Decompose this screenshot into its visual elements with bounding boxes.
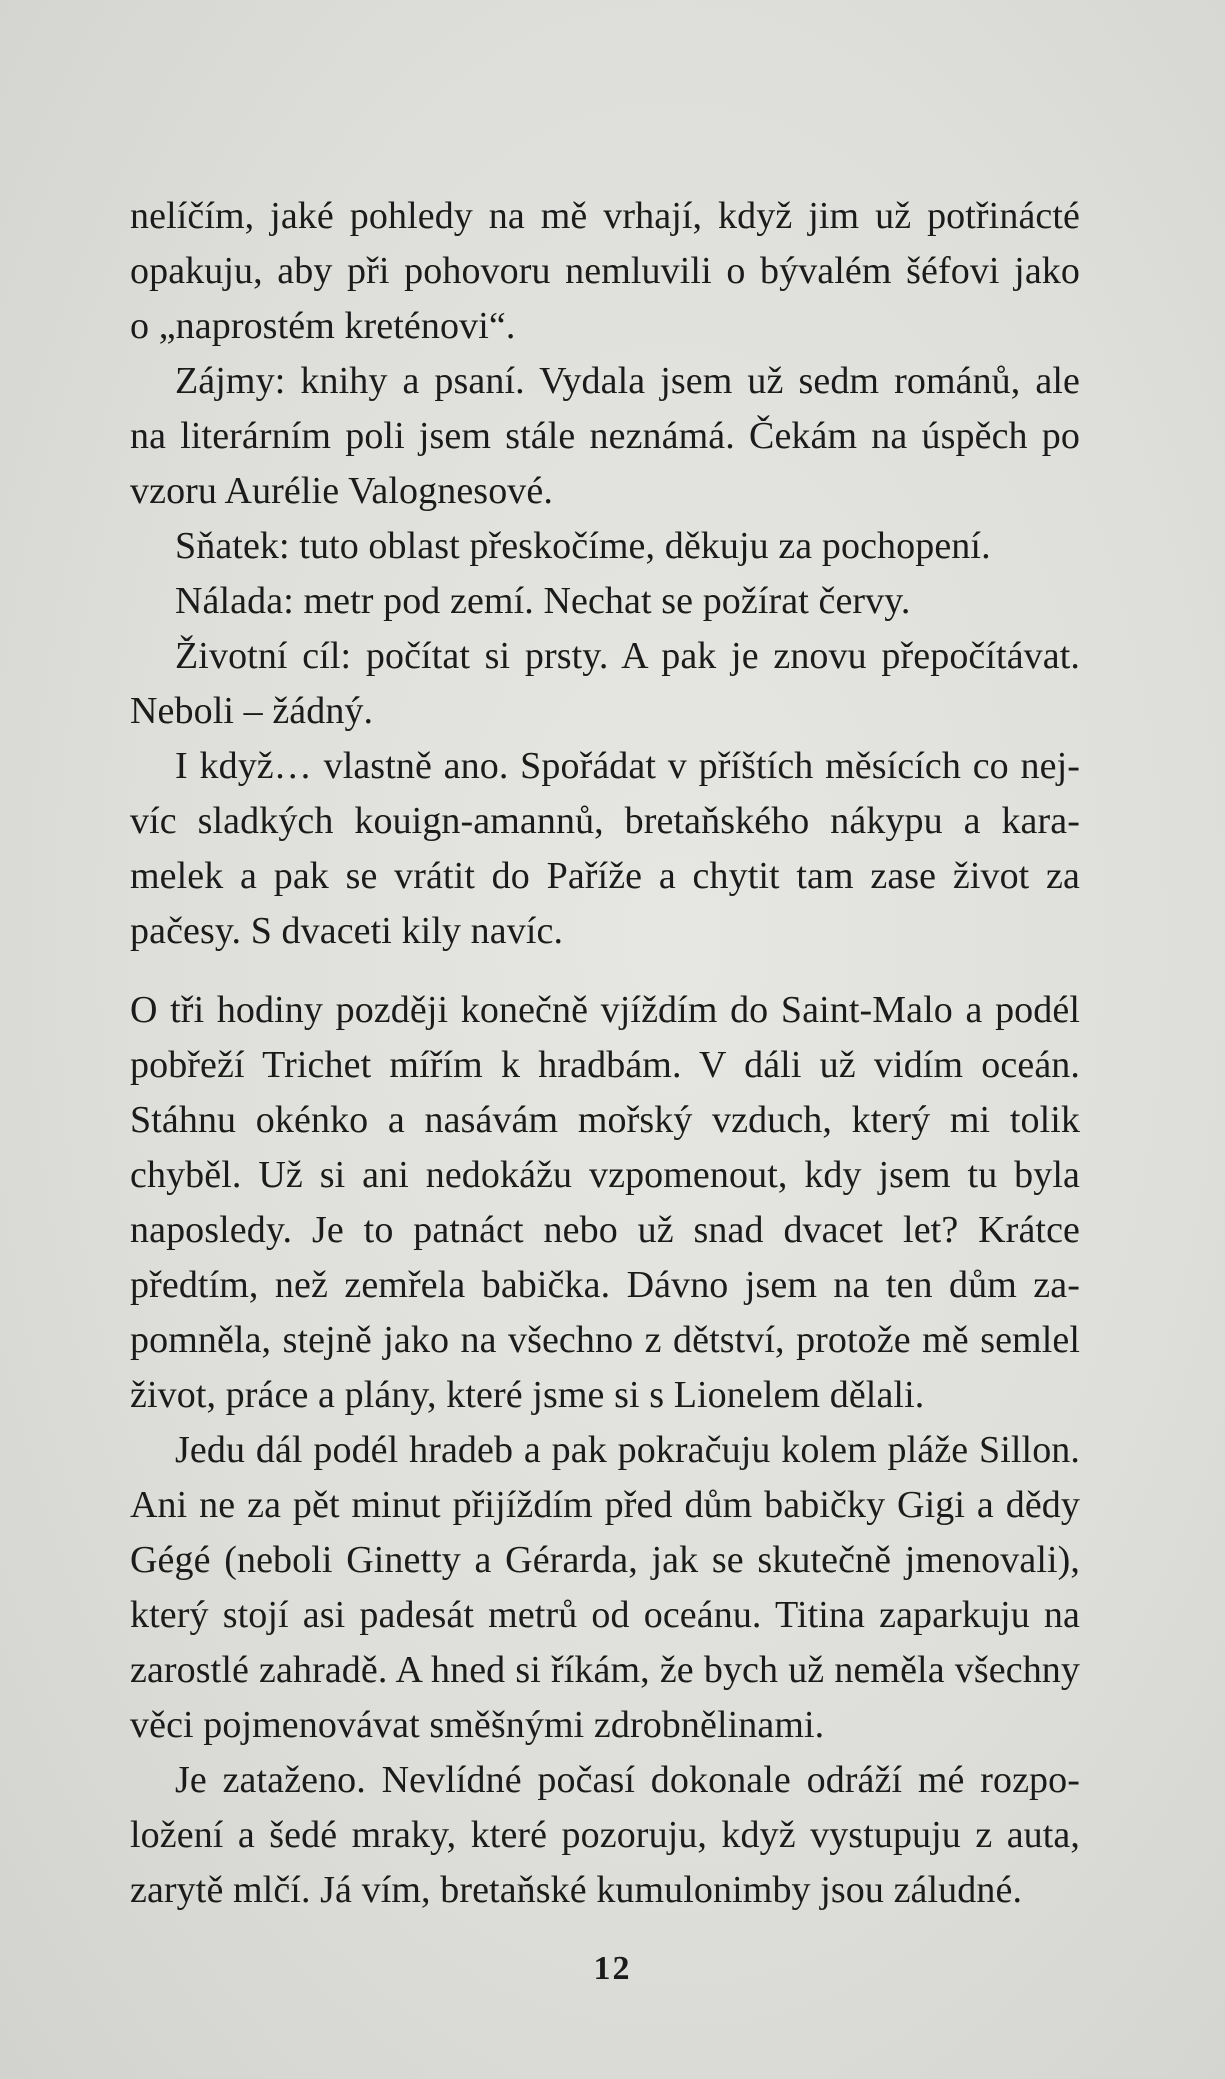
text-line: melek a pak se vrátit do Paříže a chytit tam zase život za	[130, 855, 1080, 897]
text-line: chyběl. Už si ani nedokážu vzpomenout, kdy jsem tu byla	[130, 1154, 1080, 1196]
text-line: ložení a šedé mraky, které pozoruju, když vystupuju z auta,	[130, 1814, 1080, 1856]
text-line: naposledy. Je to patnáct nebo už snad dvacet let? Krátce	[130, 1209, 1080, 1251]
text-line: O tři hodiny později konečně vjíždím do Saint-Malo a podél	[130, 989, 1080, 1031]
text-line: věci pojmenovávat směšnými zdrobnělinami.	[130, 1704, 825, 1746]
text-line: Zájmy: knihy a psaní. Vydala jsem už sedm románů, ale	[175, 360, 1080, 402]
text-line: Gégé (neboli Ginetty a Gérarda, jak se skutečně jmenovali),	[130, 1539, 1080, 1581]
page-number: 12	[593, 1950, 632, 1987]
text-line: Ani ne za pět minut přijíždím před dům babičky Gigi a dědy	[130, 1484, 1080, 1526]
text-line: Jedu dál podél hradeb a pak pokračuju kolem pláže Sillon.	[175, 1429, 1080, 1471]
text-block-second	[130, 983, 1080, 1918]
text-line: Sňatek: tuto oblast přeskočíme, děkuju za pochopení.	[175, 525, 991, 567]
text-line: opakuju, aby při pohovoru nemluvili o bývalém šéfovi jako	[130, 250, 1080, 292]
text-block-first	[130, 189, 1080, 959]
text-line: nelíčím, jaké pohledy na mě vrhají, když jim už potřinácté	[130, 195, 1080, 237]
text-line: vzoru Aurélie Valognesové.	[130, 470, 553, 512]
text-line: na literárním poli jsem stále neznámá. Čekám na úspěch po	[130, 415, 1080, 457]
text-line: Neboli – žádný.	[130, 690, 374, 732]
text-line: o „naprostém kreténovi“.	[130, 305, 516, 347]
text-line: pobřeží Trichet mířím k hradbám. V dáli už vidím oceán.	[130, 1044, 1080, 1086]
text-line: I když… vlastně ano. Spořádat v příštích měsících co nej-	[175, 745, 1080, 787]
text-line: pomněla, stejně jako na všechno z dětství, protože mě semlel	[130, 1319, 1080, 1361]
text-line: Nálada: metr pod zemí. Nechat se požírat červy.	[175, 580, 911, 622]
text-line: zarostlé zahradě. A hned si říkám, že bych už neměla všechny	[130, 1649, 1080, 1691]
text-line: Životní cíl: počítat si prsty. A pak je znovu přepočítávat.	[175, 635, 1080, 677]
text-line: který stojí asi padesát metrů od oceánu. Titina zaparkuju na	[130, 1594, 1080, 1636]
text-line: víc sladkých kouign-amannů, bretaňského nákypu a kara-	[130, 800, 1080, 842]
text-line: zarytě mlčí. Já vím, bretaňské kumulonimby jsou záludné.	[130, 1869, 1023, 1911]
text-line: pačesy. S dvaceti kily navíc.	[130, 910, 564, 952]
text-line: život, práce a plány, které jsme si s Lionelem dělali.	[130, 1374, 925, 1416]
text-line: předtím, než zemřela babička. Dávno jsem na ten dům za-	[130, 1264, 1080, 1306]
text-line: Stáhnu okénko a nasávám mořský vzduch, který mi tolik	[130, 1099, 1080, 1141]
text-line: Je zataženo. Nevlídné počasí dokonale odráží mé rozpo-	[175, 1759, 1080, 1801]
